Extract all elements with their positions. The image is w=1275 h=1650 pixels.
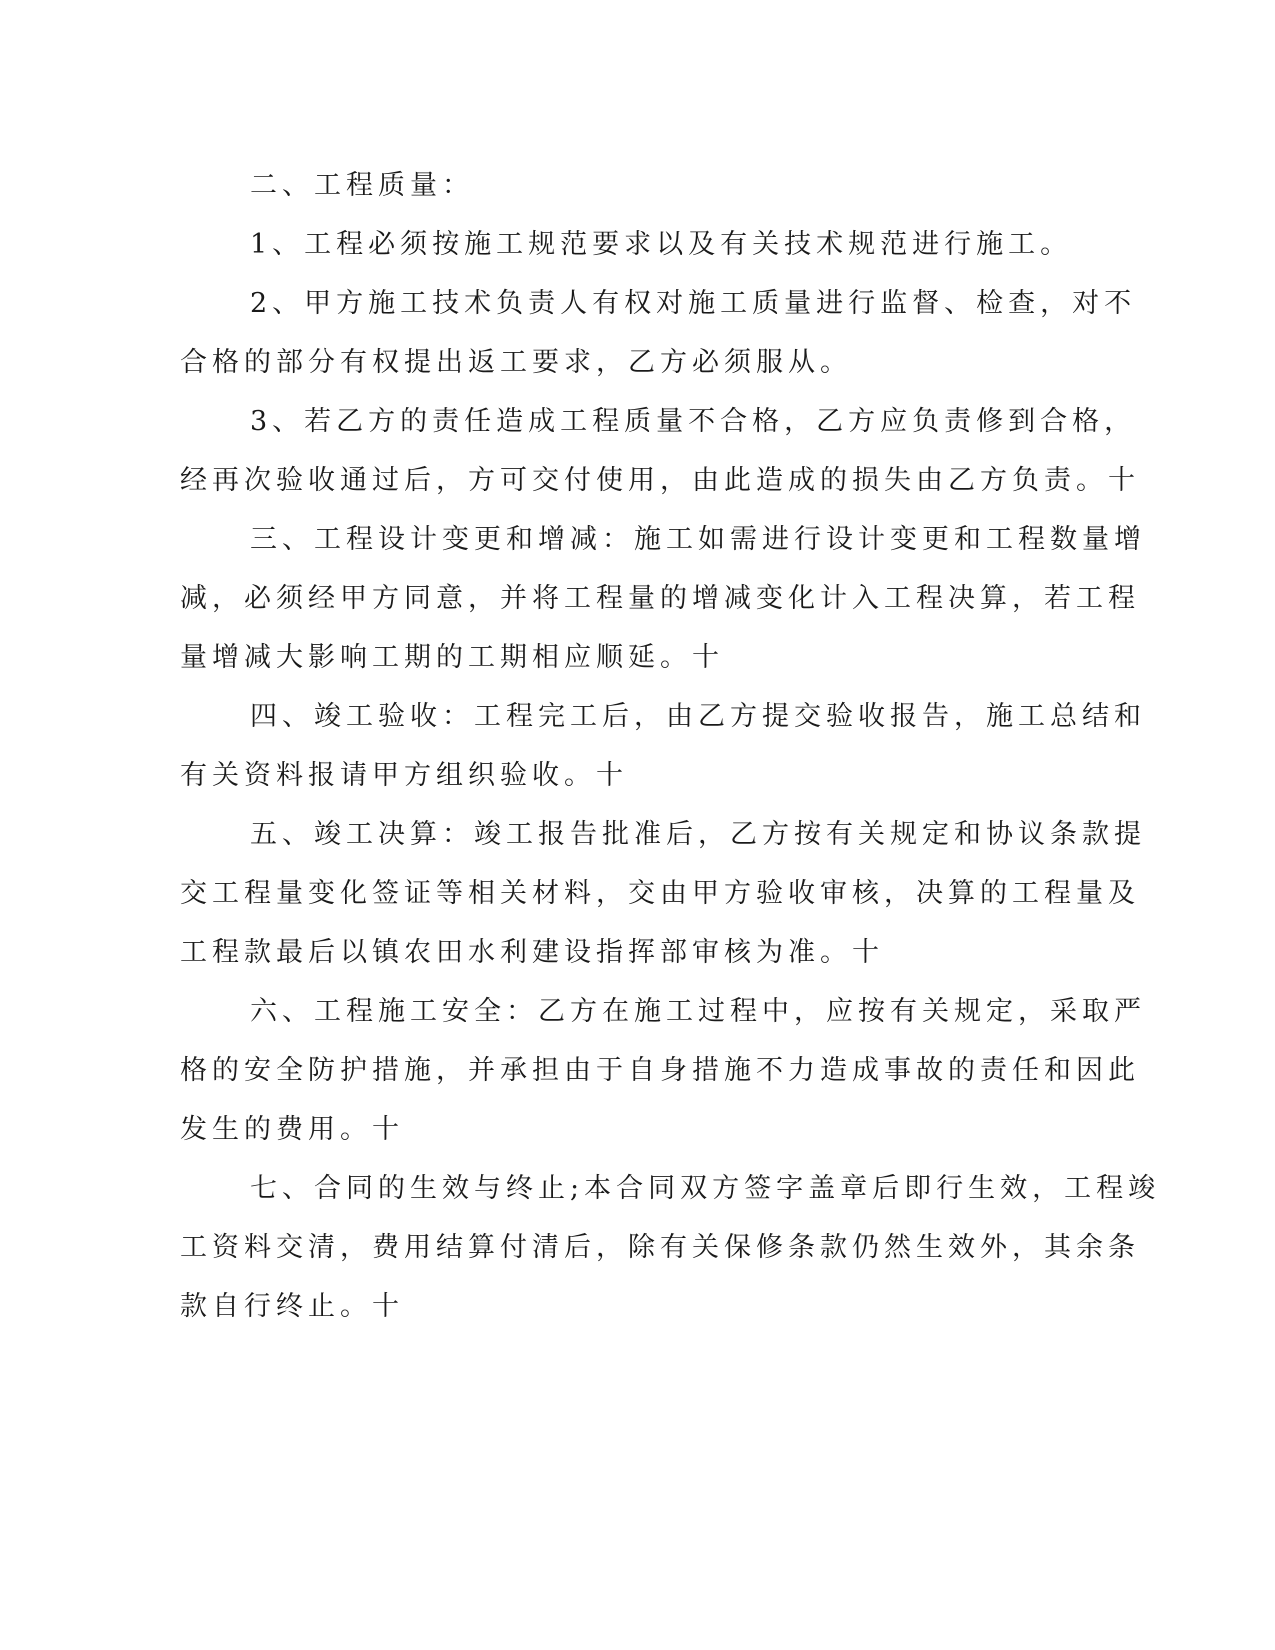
paragraph-line: 有关资料报请甲方组织验收。十 [180, 760, 628, 791]
paragraph-line: 工资料交清，费用结算付清后，除有关保修条款仍然生效外，其余条 [180, 1232, 1140, 1263]
paragraph-line: 格的安全防护措施，并承担由于自身措施不力造成事故的责任和因此 [180, 1055, 1140, 1086]
paragraph-line: 3、若乙方的责任造成工程质量不合格，乙方应负责修到合格， [250, 406, 1137, 437]
section-heading-final-accounts: 五、竣工决算：竣工报告批准后，乙方按有关规定和协议条款提 [250, 819, 1146, 850]
section-heading-safety: 六、工程施工安全：乙方在施工过程中，应按有关规定，采取严 [250, 996, 1146, 1027]
paragraph-line: 经再次验收通过后，方可交付使用，由此造成的损失由乙方负责。十 [180, 465, 1140, 496]
paragraph-line: 款自行终止。十 [180, 1291, 404, 1322]
section-heading-effectiveness: 七、合同的生效与终止;本合同双方签字盖章后即行生效，工程竣 [250, 1173, 1161, 1204]
paragraph-line: 量增减大影响工期的工期相应顺延。十 [180, 642, 724, 673]
section-heading-quality: 二、工程质量： [250, 170, 474, 201]
section-heading-design-change: 三、工程设计变更和增减：施工如需进行设计变更和工程数量增 [250, 524, 1146, 555]
paragraph-line: 1、工程必须按施工规范要求以及有关技术规范进行施工。 [250, 229, 1073, 260]
section-heading-acceptance: 四、竣工验收：工程完工后，由乙方提交验收报告，施工总结和 [250, 701, 1146, 732]
paragraph-line: 交工程量变化签证等相关材料，交由甲方验收审核，决算的工程量及 [180, 878, 1140, 909]
paragraph-line: 合格的部分有权提出返工要求，乙方必须服从。 [180, 347, 852, 378]
paragraph-line: 工程款最后以镇农田水利建设指挥部审核为准。十 [180, 937, 884, 968]
paragraph-line: 减，必须经甲方同意，并将工程量的增减变化计入工程决算，若工程 [180, 583, 1140, 614]
paragraph-line: 发生的费用。十 [180, 1114, 404, 1145]
paragraph-line: 2、甲方施工技术负责人有权对施工质量进行监督、检查，对不 [250, 288, 1137, 319]
